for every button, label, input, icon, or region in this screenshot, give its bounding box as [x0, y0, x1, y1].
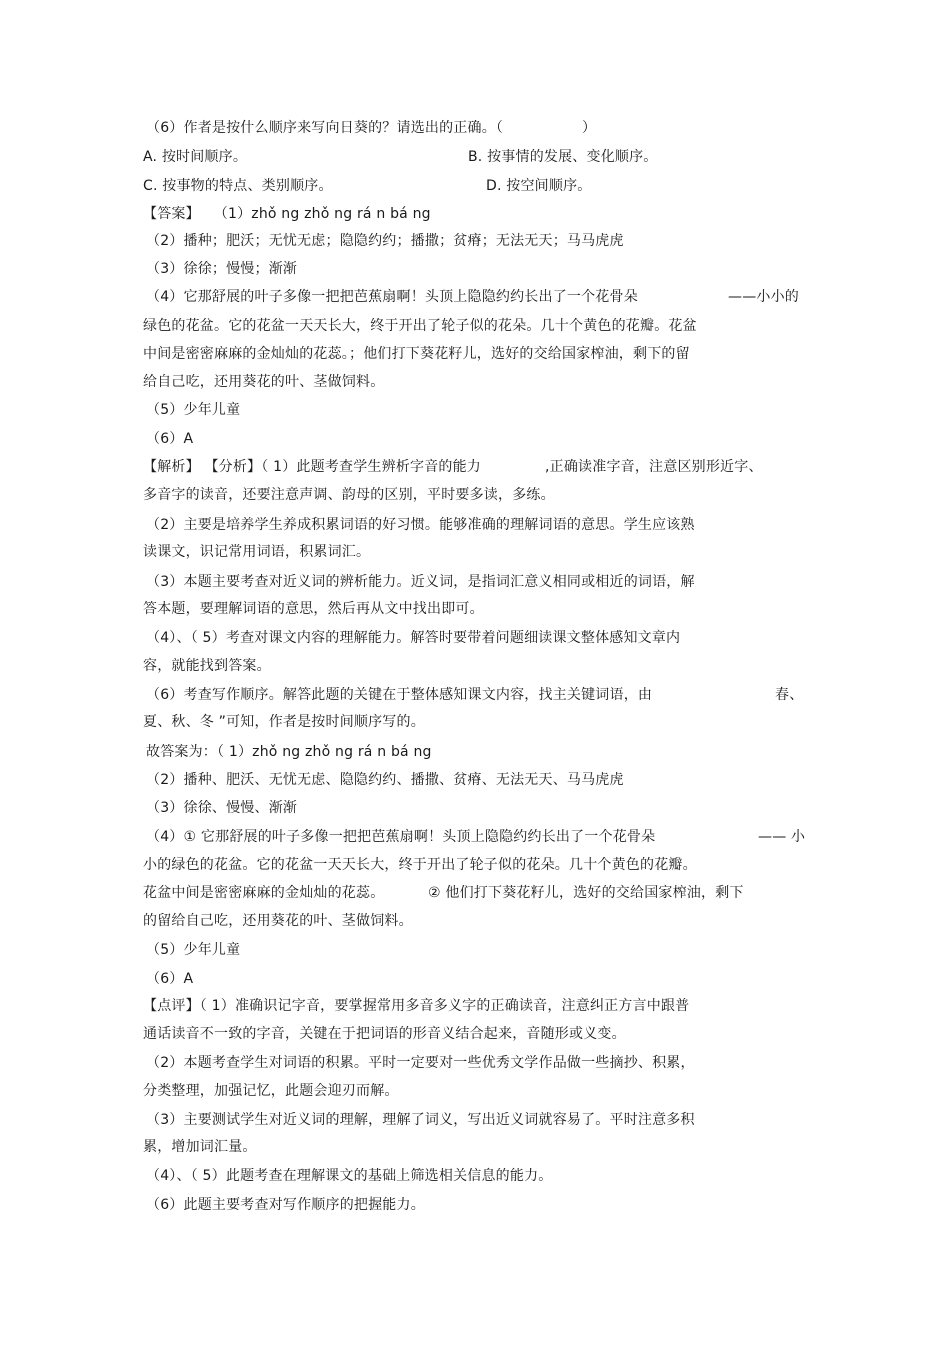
- analysis-p4-line-1: （4）、（ 5）考查对课文内容的理解能力。解答时要带着问题细读课文整体感知文章内: [146, 630, 681, 646]
- final-answer-2: （2）播种、肥沃、无忧无虑、隐隐约约、播撒、贫瘠、无法无天、马马虎虎: [146, 772, 624, 788]
- answer-item-5: （5）少年儿童: [146, 402, 241, 418]
- answer-item-4-dash: ——小小的: [728, 289, 799, 305]
- final-answer-4-line-4: 的留给自己吃，还用葵花的叶、茎做饲料。: [143, 913, 413, 929]
- final-answer-4-line-3-tail: ② 他们打下葵花籽儿，选好的交给国家榨油，剩下: [428, 885, 744, 901]
- analysis-p2-line-1: （2）主要是培养学生养成积累词语的好习惯。能够准确的理解词语的意思。学生应该熟: [146, 517, 695, 533]
- answer-item-3: （3）徐徐；慢慢；渐渐: [146, 261, 298, 277]
- option-a: A. 按时间顺序。: [143, 149, 248, 165]
- analysis-p4-line-2: 容，就能找到答案。: [143, 658, 271, 674]
- final-answer-4-line-1: （4）① 它那舒展的叶子多像一把把芭蕉扇啊！头顶上隐隐约约长出了一个花骨朵: [146, 829, 656, 845]
- answer-item-1: （1）zhǒ ng zhǒ ng rá n bá ng: [213, 206, 431, 222]
- analysis-p6-line-1: （6）考查写作顺序。解答此题的关键在于整体感知课文内容，找主关键词语，由: [146, 687, 653, 703]
- answer-item-4-line-4: 给自己吃，还用葵花的叶、茎做饲料。: [143, 374, 385, 390]
- analysis-p6-line-2: 夏、秋、冬 ”可知，作者是按时间顺序写的。: [143, 714, 425, 730]
- answer-heading: [143, 205, 431, 223]
- question-stem-text: （6）作者是按什么顺序来写向日葵的？请选出的正确。（: [146, 120, 504, 136]
- analysis-line-1: 【解析】 【分析】（ 1）此题考查学生辨析字音的能力: [143, 459, 482, 475]
- analysis-p3-line-1: （3）本题主要考查对近义词的辨析能力。近义词，是指词汇意义相同或相近的词语，解: [146, 574, 695, 590]
- answer-item-4-line-2: 绿色的花盆。它的花盆一天天长大，终于开出了轮子似的花朵。几十个黄色的花瓣。花盆: [143, 318, 697, 334]
- analysis-p3-line-2: 答本题，要理解词语的意思，然后再从文中找出即可。: [143, 601, 484, 617]
- comment-line-2: 通话读音不一致的字音，关键在于把词语的形音义结合起来，音随形或义变。: [143, 1026, 626, 1042]
- analysis-p2-line-2: 读课文，识记常用词语，积累词汇。: [143, 544, 371, 560]
- question-stem-close: ）: [582, 120, 597, 136]
- final-answer-4-line-2: 小的绿色的花盆。它的花盆一天天长大，终于开出了轮子似的花朵。几十个黄色的花瓣。: [143, 857, 697, 873]
- analysis-line-1-tail: ,正确读准字音，注意区别形近字、: [545, 459, 763, 475]
- option-c: C. 按事物的特点、类别顺序。: [143, 178, 333, 194]
- final-answer-4-line-3: 花盆中间是密密麻麻的金灿灿的花蕊。: [143, 885, 385, 901]
- question-stem: [146, 119, 503, 137]
- final-answer-3: （3）徐徐、慢慢、渐渐: [146, 800, 298, 816]
- option-b: B. 按事情的发展、变化顺序。: [468, 149, 658, 165]
- comment-p2-line-1: （2）本题考查学生对词语的积累。平时一定要对一些优秀文学作品做一些摘抄、积累，: [146, 1055, 695, 1071]
- comment-p3-line-2: 累，增加词汇量。: [143, 1139, 257, 1155]
- answer-item-6: （6）A: [146, 431, 194, 447]
- comment-line-1: 【点评】（ 1）准确识记字音，要掌握常用多音多义字的正确读音，注意纠正方言中跟普: [143, 998, 690, 1014]
- final-answer-4-dash: —— 小: [758, 829, 806, 845]
- comment-p2-line-2: 分类整理，加强记忆，此题会迎刃而解。: [143, 1083, 399, 1099]
- answer-item-4-line-1: （4）它那舒展的叶子多像一把把芭蕉扇啊！头顶上隐隐约约长出了一个花骨朵: [146, 289, 638, 305]
- answer-item-4-line-3: 中间是密密麻麻的金灿灿的花蕊。；他们打下葵花籽儿，选好的交给国家榨油，剩下的留: [143, 346, 690, 362]
- comment-p6: （6）此题主要考查对写作顺序的把握能力。: [146, 1197, 425, 1213]
- answer-item-2: （2）播种；肥沃；无忧无虑；隐隐约约；播撒；贫瘠；无法无天；马马虎虎: [146, 233, 624, 249]
- final-answer-5: （5）少年儿童: [146, 942, 241, 958]
- comment-p4: （4）、（ 5）此题考查在理解课文的基础上筛选相关信息的能力。: [146, 1168, 553, 1184]
- comment-p3-line-1: （3）主要测试学生对近义词的理解，理解了词义，写出近义词就容易了。平时注意多积: [146, 1112, 695, 1128]
- final-answer-6: （6）A: [146, 971, 194, 987]
- final-answer-1: 故答案为：（ 1）zhǒ ng zhǒ ng rá n bá ng: [146, 744, 432, 760]
- answer-label: 【答案】: [143, 206, 200, 222]
- analysis-line-2: 多音字的读音，还要注意声调、韵母的区别，平时要多读，多练。: [143, 487, 555, 503]
- option-d: D. 按空间顺序。: [486, 178, 592, 194]
- analysis-p6-line-1-tail: 春、: [775, 687, 804, 703]
